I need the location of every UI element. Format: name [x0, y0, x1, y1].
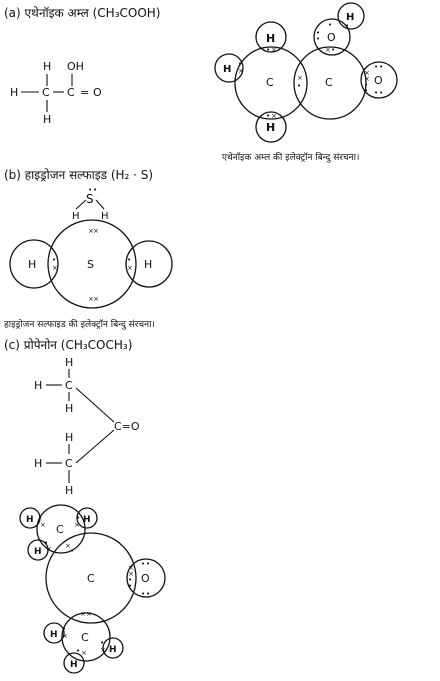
electron-pair: • [238, 60, 243, 68]
carbonyl: C=O [114, 420, 140, 433]
atom-h-top: H [43, 60, 52, 73]
ch-shared: • [62, 625, 67, 633]
o-lone: • [374, 89, 379, 97]
propanone-structure [34, 356, 140, 497]
o-lone: • [316, 29, 321, 37]
ch-shared: × [81, 649, 87, 657]
co-double: × [128, 564, 134, 572]
atom-h: H [346, 12, 355, 23]
section-a-caption: एथेनॉइक अम्ल की इलेक्ट्रॉन बिन्दु संरचना। [222, 153, 360, 163]
s-lone: × [93, 227, 99, 235]
electron-pair: • [266, 46, 271, 54]
cc-shared: × [65, 542, 71, 550]
atom-c-1: C [42, 86, 50, 99]
h2s-dot-structure [10, 220, 172, 308]
oh-shared: • [345, 22, 350, 30]
o-lone: • [146, 590, 151, 598]
o-lone: • [374, 63, 379, 71]
atom-o: O [141, 572, 150, 585]
o-lone: • [379, 89, 384, 97]
ch-shared: × [74, 521, 80, 529]
o-lone: • [146, 560, 151, 568]
bond-line [76, 200, 86, 209]
atom-s: S [86, 192, 94, 206]
atom-h-bottom: H [43, 113, 52, 126]
atom-c: C [266, 76, 274, 89]
o-lone: • [379, 63, 384, 71]
hs-shared: × [52, 264, 58, 272]
section-b-caption: हाइड्रोजन सल्फाइड की इलेक्ट्रॉन बिन्दु संरचना। [4, 320, 155, 330]
ch-shared: × [40, 521, 46, 529]
co-double: • [128, 582, 133, 590]
atom-h: H [266, 32, 276, 45]
atom-h: H [144, 258, 153, 271]
co-double: × [364, 69, 370, 77]
co-shared: × [325, 46, 331, 54]
o-lone: • [328, 21, 333, 29]
atom-s: S [87, 258, 94, 271]
co-double: × [128, 570, 134, 578]
co-double: × [364, 75, 370, 83]
atom-h: H [101, 211, 109, 222]
electron-pair: × [271, 46, 277, 54]
o-lone: • [141, 560, 146, 568]
atom-h-left: H [10, 86, 19, 99]
ch-shared: × [46, 545, 52, 553]
atom-c: C [81, 631, 89, 644]
atom-h: H [223, 64, 232, 75]
ch-shared: • [76, 514, 81, 522]
electron-pair: × [271, 112, 277, 120]
atom-h: H [65, 402, 74, 415]
co-shared: • [331, 46, 336, 54]
hs-shared: • [52, 256, 57, 264]
s-lone: × [93, 295, 99, 303]
ethanoic-acid-structure [10, 60, 102, 126]
atom-o: O [327, 31, 336, 44]
bond-line [76, 430, 114, 463]
h2s-structure [72, 186, 109, 222]
electron-pair: × [238, 67, 244, 75]
s-lone: • [88, 186, 93, 194]
cc-shared: × [86, 610, 92, 618]
atom-oh: OH [67, 60, 84, 73]
atom-h: H [28, 258, 37, 271]
ch-shared: • [44, 539, 49, 547]
atom-c: C [65, 379, 73, 392]
propanone-dot-structure [20, 505, 165, 673]
hs-shared: × [127, 264, 133, 272]
section-c-title: (c) प्रोपेनोन (CH₃COCH₃) [4, 338, 133, 352]
cc-shared: × [297, 74, 303, 82]
bond-line [76, 388, 114, 422]
co-double: • [364, 87, 369, 95]
s-lone: × [88, 227, 94, 235]
atom-o: O [374, 74, 383, 87]
s-lone: • [93, 186, 98, 194]
ch-shared: × [100, 646, 106, 654]
cc-shared: • [297, 82, 302, 90]
cc-shared: × [80, 610, 86, 618]
o-lone: • [316, 35, 321, 43]
ch-shared: • [100, 639, 105, 647]
bond-line [96, 200, 104, 209]
atom-h: H [50, 630, 58, 640]
cc-shared: • [70, 547, 75, 555]
atom-c: C [56, 523, 64, 536]
atom-c: C [325, 76, 333, 89]
section-a-title: (a) एथेनॉइक अम्ल (CH₃COOH) [4, 6, 161, 20]
atom-h: H [65, 356, 74, 369]
atom-h: H [109, 645, 117, 655]
section-b-title: (b) हाइड्रोजन सल्फाइड (H₂ · S) [4, 168, 154, 182]
atom-h: H [34, 457, 43, 470]
atom-h: H [266, 121, 276, 134]
atom-h: H [65, 484, 74, 497]
atom-c: C [87, 572, 95, 585]
atom-h: H [34, 547, 42, 557]
ch-shared: • [38, 514, 43, 522]
ch-shared: × [62, 632, 68, 640]
atom-c: C [65, 457, 73, 470]
double-bond: = [80, 86, 90, 99]
atom-h: H [70, 660, 78, 670]
hs-shared: • [127, 256, 132, 264]
atom-o: O [93, 86, 102, 99]
electron-pair: • [266, 112, 271, 120]
ethanoic-acid-dot-structure [215, 3, 397, 142]
s-lone: × [88, 295, 94, 303]
atom-h: H [26, 515, 34, 525]
atom-h: H [65, 431, 74, 444]
atom-h: H [34, 379, 43, 392]
co-double: • [128, 576, 133, 584]
atom-h: H [83, 515, 91, 525]
o-lone: • [141, 590, 146, 598]
atom-c-2: C [67, 86, 75, 99]
ch-shared: • [76, 647, 81, 655]
atom-h: H [72, 211, 80, 222]
co-double: • [364, 81, 369, 89]
